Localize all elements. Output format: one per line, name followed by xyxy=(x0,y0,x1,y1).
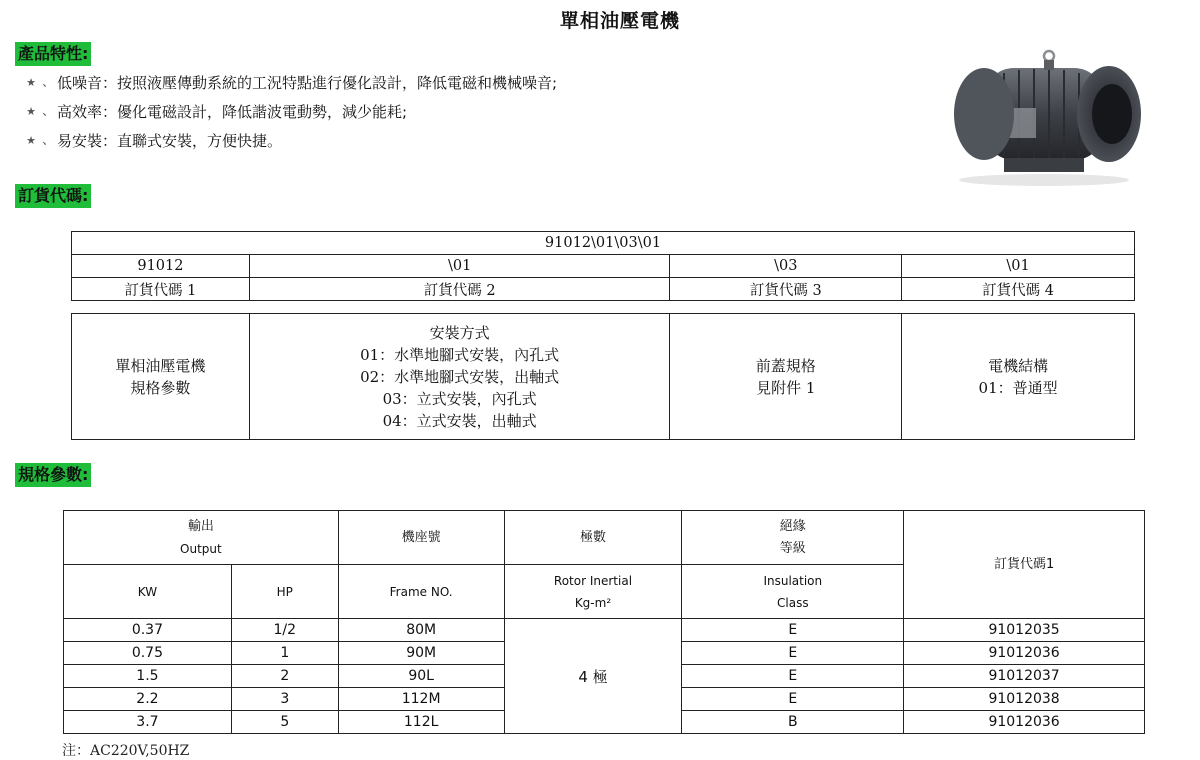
order-description-table xyxy=(71,313,1135,440)
header-hp: HP xyxy=(231,565,338,619)
feature-item: ★ 、 易安裝 ： 直聯式安裝，方便快捷。 xyxy=(20,131,282,151)
desc-model-cell: 單相油壓電機 規格參數 xyxy=(72,314,250,440)
star-icon: ★ xyxy=(26,105,36,118)
feature-item: ★ 、 高效率 ： 優化電磁設計，降低諧波電動勢，減少能耗; xyxy=(20,102,407,122)
desc-structure-cell: 電機結構 01：普通型 xyxy=(902,314,1135,440)
spec-table xyxy=(63,510,1145,734)
order-code-label: 訂貨代碼 2 xyxy=(249,278,670,301)
order-code-cell: \03 xyxy=(670,255,902,278)
order-code-cell: 91012 xyxy=(72,255,250,278)
header-kw: KW xyxy=(64,565,232,619)
feature-item: ★ 、 低噪音 ： 按照液壓傳動系統的工況特點進行優化設計，降低電磁和機械噪音; xyxy=(20,73,557,93)
order-code-label: 訂貨代碼 4 xyxy=(902,278,1135,301)
table-row: 0.37 1/2 80M 4 極 E 91012035 xyxy=(64,619,1145,642)
order-code-table xyxy=(71,231,1135,301)
table-row: 0.75 1 90M E 91012036 xyxy=(64,642,1145,665)
poles-cell: 4 極 xyxy=(504,619,682,734)
header-rotor: Rotor Inertial Kg-m² xyxy=(504,565,682,619)
page-title: 單相油壓電機 xyxy=(559,10,680,32)
header-frame-en: Frame NO. xyxy=(338,565,504,619)
order-code-cell: \01 xyxy=(902,255,1135,278)
motor-image xyxy=(944,48,1144,192)
full-order-code: 91012\01\03\01 xyxy=(72,232,1135,255)
order-code-cell: \01 xyxy=(249,255,670,278)
header-order-code: 訂貨代碼1 xyxy=(904,511,1145,619)
header-frame: 機座號 xyxy=(338,511,504,565)
header-insulation: 絕緣 等級 xyxy=(682,511,904,565)
header-insulation-en: Insulation Class xyxy=(682,565,904,619)
table-row: 1.5 2 90L E 91012037 xyxy=(64,665,1145,688)
order-code-label: 訂貨代碼 3 xyxy=(670,278,902,301)
footnote: 注：AC220V,50HZ xyxy=(62,743,190,759)
star-icon: ★ xyxy=(26,76,36,89)
section-order-code-label: 訂貨代碼: xyxy=(15,184,91,208)
section-features-label: 產品特性: xyxy=(15,42,91,66)
table-row: 3.7 5 112L B 91012036 xyxy=(64,711,1145,734)
table-row: 2.2 3 112M E 91012038 xyxy=(64,688,1145,711)
header-poles: 極數 xyxy=(504,511,682,565)
section-specs-label: 規格參數: xyxy=(15,463,91,487)
desc-front-cover-cell: 前蓋規格 見附件 1 xyxy=(670,314,902,440)
star-icon: ★ xyxy=(26,134,36,147)
header-output: 輸出 Output xyxy=(64,511,339,565)
desc-mounting-cell: 安裝方式 01：水準地腳式安裝，內孔式 02：水準地腳式安裝，出軸式 03：立式安裝，內孔式 04：立式安裝，出軸式 xyxy=(249,314,670,440)
order-code-label: 訂貨代碼 1 xyxy=(72,278,250,301)
